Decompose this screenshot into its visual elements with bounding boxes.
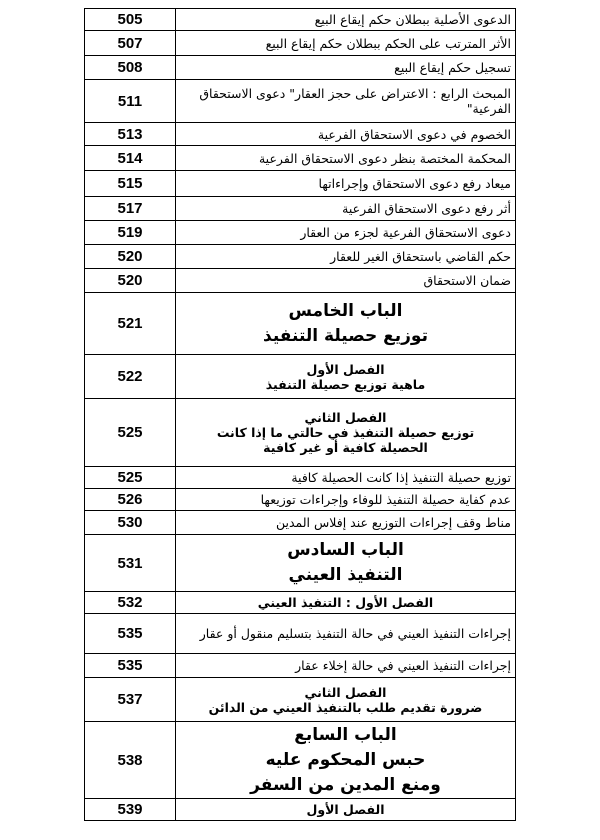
- entry-line: الخصوم في دعوى الاستحقاق الفرعية: [317, 126, 511, 142]
- page-number: 535: [85, 614, 176, 654]
- entry-line: الباب السادس: [287, 540, 404, 560]
- toc-row: [85, 56, 516, 80]
- toc-row: [85, 171, 516, 197]
- toc-row: [85, 592, 516, 614]
- entry-line: الباب السابع: [294, 724, 397, 745]
- entry-line: عدم كفاية حصيلة التنفيذ للوفاء وإجراءات توزيعها: [260, 492, 511, 507]
- entry-title: [176, 123, 516, 146]
- toc-row: [85, 489, 516, 511]
- toc-row: [85, 245, 516, 269]
- toc-row: [85, 293, 516, 355]
- entry-title: [176, 293, 516, 355]
- page-number: 505: [85, 9, 176, 31]
- page-number: 538: [85, 722, 176, 799]
- toc-row: [85, 799, 516, 821]
- table-of-contents: [84, 8, 516, 821]
- page-number: 532: [85, 592, 176, 614]
- page-number: 514: [85, 146, 176, 171]
- page-number: 520: [85, 269, 176, 293]
- entry-title: [176, 9, 516, 31]
- toc-row: [85, 467, 516, 489]
- entry-title: [176, 221, 516, 245]
- page-number: 525: [85, 467, 176, 489]
- entry-line: دعوى الاستحقاق الفرعية لجزء من العقار: [300, 225, 511, 240]
- entry-line: الفصل الأول: [306, 361, 385, 377]
- toc-row: [85, 511, 516, 535]
- entry-line: الفصل الأول : التنفيذ العيني: [257, 595, 434, 610]
- entry-line: ومنع المدين من السفر: [250, 774, 441, 795]
- entry-title: [176, 678, 516, 722]
- page-number: 526: [85, 489, 176, 511]
- toc-row: [85, 221, 516, 245]
- entry-line: ماهية توزيع حصيلة التنفيذ: [265, 376, 426, 392]
- entry-line: أثر رفع دعوى الاستحقاق الفرعية: [342, 201, 511, 216]
- entry-title: [176, 467, 516, 489]
- toc-row: [85, 535, 516, 592]
- entry-line: المبحث الرابع : الاعتراض على حجز العقار" دعوى الاستحقاق الفرعية": [199, 86, 511, 116]
- toc-row: [85, 399, 516, 467]
- entry-title: [176, 489, 516, 511]
- entry-title: [176, 80, 516, 123]
- page-number: 507: [85, 31, 176, 56]
- page-number: 535: [85, 654, 176, 678]
- entry-line: حبس المحكوم عليه: [265, 749, 426, 770]
- toc-row: [85, 722, 516, 799]
- entry-title: [176, 654, 516, 678]
- entry-line: ضمان الاستحقاق: [423, 273, 511, 288]
- entry-title: [176, 614, 516, 654]
- toc-row: [85, 355, 516, 399]
- entry-title: [176, 722, 516, 799]
- entry-line: حكم القاضي باستحقاق الغير للعقار: [330, 249, 511, 264]
- entry-line: مناط وقف إجراءات التوزيع عند إفلاس المدين: [275, 515, 511, 530]
- entry-title: [176, 799, 516, 821]
- page-number: 513: [85, 123, 176, 146]
- entry-title: [176, 592, 516, 614]
- toc-row: [85, 31, 516, 56]
- entry-line: توزيع حصيلة التنفيذ إذا كانت الحصيلة كافية: [291, 470, 511, 485]
- entry-line: ضرورة تقديم طلب بالتنفيذ العيني من الدائن: [208, 699, 483, 715]
- toc-row: [85, 197, 516, 221]
- entry-line: الحصيلة كافية أو غير كافية: [263, 440, 428, 455]
- entry-title: [176, 511, 516, 535]
- entry-title: [176, 146, 516, 171]
- toc-row: [85, 614, 516, 654]
- page-number: 515: [85, 171, 176, 197]
- page-number: 521: [85, 293, 176, 355]
- entry-line: توزيع حصيلة التنفيذ في حالتي ما إذا كانت: [216, 425, 475, 440]
- entry-title: [176, 245, 516, 269]
- entry-line: الدعوى الأصلية ببطلان حكم إيقاع البيع: [314, 12, 511, 27]
- toc-row: [85, 269, 516, 293]
- page-number: 508: [85, 56, 176, 80]
- entry-line: إجراءات التنفيذ العيني في حالة إخلاء عقار: [295, 658, 511, 673]
- page-number: 537: [85, 678, 176, 722]
- entry-line: الفصل الأول: [306, 802, 385, 817]
- entry-line: الباب الخامس: [288, 300, 403, 321]
- entry-line: إجراءات التنفيذ العيني في حالة التنفيذ بتسليم منقول أو عقار: [199, 626, 511, 641]
- entry-title: [176, 535, 516, 592]
- entry-title: [176, 171, 516, 197]
- entry-line: المحكمة المختصة بنظر دعوى الاستحقاق الفرعية: [258, 150, 511, 166]
- page-number: 539: [85, 799, 176, 821]
- entry-line: الأثر المترتب على الحكم ببطلان حكم إيقاع البيع: [265, 35, 511, 51]
- entry-line: التنفيذ العيني: [288, 565, 403, 585]
- entry-line: الفصل الثاني: [304, 410, 387, 425]
- toc-row: [85, 654, 516, 678]
- entry-line: ميعاد رفع دعوى الاستحقاق وإجراءاتها: [318, 176, 511, 191]
- page-number: 525: [85, 399, 176, 467]
- entry-line: توزيع حصيلة التنفيذ: [263, 325, 428, 346]
- entry-line: الفصل الثاني: [304, 684, 387, 700]
- toc-row: [85, 146, 516, 171]
- page-number: 530: [85, 511, 176, 535]
- page-number: 531: [85, 535, 176, 592]
- entry-line: تسجيل حكم إيقاع البيع: [394, 60, 511, 75]
- toc-row: [85, 80, 516, 123]
- entry-title: [176, 56, 516, 80]
- page-number: 517: [85, 197, 176, 221]
- entry-title: [176, 197, 516, 221]
- page-number: 520: [85, 245, 176, 269]
- entry-title: [176, 355, 516, 399]
- page-number: 522: [85, 355, 176, 399]
- toc-row: [85, 678, 516, 722]
- toc-row: [85, 123, 516, 146]
- entry-title: [176, 269, 516, 293]
- entry-title: [176, 399, 516, 467]
- entry-title: [176, 31, 516, 56]
- page-number: 511: [85, 80, 176, 123]
- toc-row: [85, 9, 516, 31]
- page-number: 519: [85, 221, 176, 245]
